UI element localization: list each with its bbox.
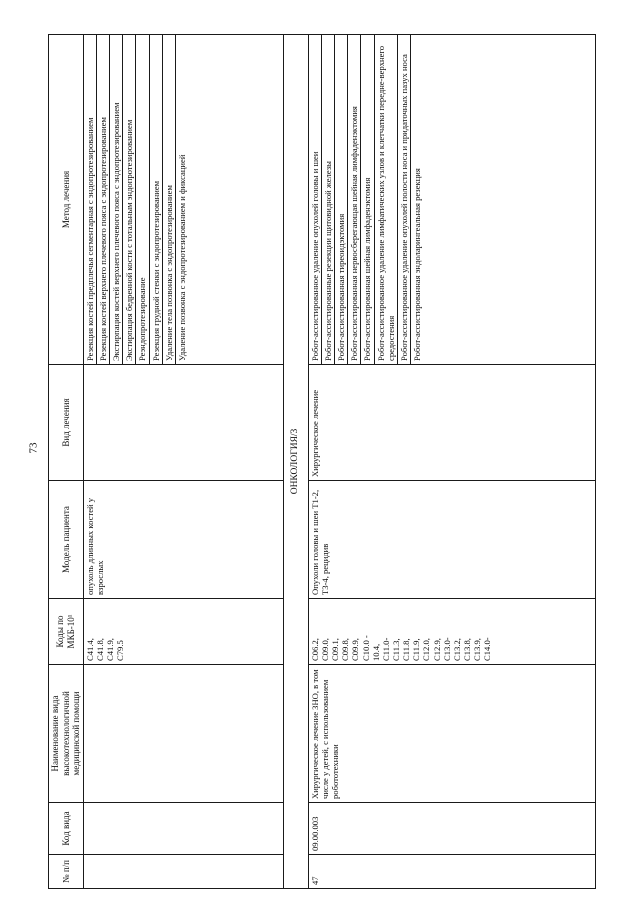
prev-model: опухоль длинных костей у взрослых (83, 481, 283, 599)
icd-code: C11.0- (380, 637, 391, 661)
row47-icd (308, 599, 595, 665)
icd-code: C13.9, (472, 638, 483, 661)
row47-num: 47 (308, 855, 595, 889)
icd-code: C11.9, (411, 638, 422, 661)
icd-code: C09.9, (350, 638, 361, 661)
header-row (49, 35, 84, 889)
method-item: Робот-ассистированная шейная лимфаденэктомия (361, 35, 374, 364)
method-item: Удаление позвонка с эндопротезированием и фиксацией (176, 154, 187, 361)
method-item: Робот-ассистированная тиреоидэктомия (335, 35, 348, 364)
icd-code: C12.0, (421, 638, 432, 661)
method-item: Резекция костей верхнего плечевого пояса с эндопротезированием (97, 35, 110, 364)
header-method: Метод лечения (49, 35, 84, 365)
method-item: Робот-ассистированная нервосберегающая шейная лимфаденэктомия (348, 35, 361, 364)
method-item: Экстирпация костей верхнего плечевого пояса с эндопротезированием (110, 35, 123, 364)
method-item: Робот-ассистированное удаление опухолей полости носа и придаточных пазух носа (398, 35, 411, 364)
icd-code: 10.4, (370, 643, 381, 661)
header-name: Наименование вида высокотехнологичной медицинской помощи (49, 665, 84, 803)
table-row (308, 35, 595, 889)
row47-type: Хирургическое лечение (308, 365, 595, 481)
header-code: Код вида (49, 803, 84, 855)
header-model: Модель пациента (49, 481, 84, 599)
vmp-table (48, 34, 596, 889)
method-item: Удаление тела позвонка с эндопротезированием (163, 35, 176, 364)
row47-code: 09.00.003 (308, 803, 595, 855)
section-title: ОНКОЛОГИЯ/3 (283, 35, 308, 889)
header-type: Вид лечения (49, 365, 84, 481)
method-item: Резекция грудной стенки с эндопротезированием (150, 35, 163, 364)
section-row (283, 35, 308, 889)
icd-code: C13.8, (462, 638, 472, 661)
prev-num (83, 855, 283, 889)
row47-name: Хирургическое лечение ЗНО, в том числе у детей, с использованием робототехники (308, 665, 595, 803)
header-icd: Коды по МКБ-10¹ (49, 599, 84, 665)
prev-type (83, 365, 283, 481)
header-num: № п/п (49, 855, 84, 889)
icd-code: C09.0, (320, 638, 331, 661)
method-item: Робот-ассистированное удаление лимфатических узлов и клетчатки передне-верхнего средостения (375, 35, 398, 364)
method-item: Резекция костей предплечья сегментарная с эндопротезированием (84, 35, 97, 364)
prev-icd (83, 599, 283, 665)
icd-code: C11.8, (401, 638, 412, 661)
icd-code: C10.0 - (360, 635, 371, 661)
icd-code: C13.2, (451, 638, 462, 661)
icd-code: C41.9, (105, 638, 116, 661)
icd-code: C11.3, (391, 638, 402, 661)
icd-code: C41.8, (94, 638, 105, 661)
prev-name (83, 665, 283, 803)
method-item: Экстирпация бедренной кости с тотальным эндопротезированием (123, 35, 136, 364)
method-item: Реэндопротезирование (136, 35, 149, 364)
row47-model: Опухоли головы и шеи T1-2, T3-4, рецидив (308, 481, 595, 599)
page-number: 73 (27, 442, 40, 454)
method-item: Робот-ассистированная эндоларингеальная резекция (412, 168, 423, 361)
icd-code: C12.9, (431, 638, 442, 661)
icd-code: C41.4, (84, 638, 95, 661)
table-row (83, 35, 283, 889)
icd-code: C09.1, (330, 638, 341, 661)
prev-methods (83, 35, 283, 365)
rotated-table-wrapper (48, 35, 596, 889)
icd-code: C06.2, (309, 638, 320, 661)
method-item: Робот-ассистированные резекции щитовидной железы (322, 35, 335, 364)
method-item: Робот-ассистированное удаление опухолей головы и шеи (309, 35, 322, 364)
icd-code: C79.5 (115, 640, 126, 661)
icd-code: C14.0- (482, 637, 493, 661)
icd-code: C09.8, (340, 638, 351, 661)
prev-code (83, 803, 283, 855)
row47-methods (308, 35, 595, 365)
icd-code: C13.0- (441, 637, 452, 661)
